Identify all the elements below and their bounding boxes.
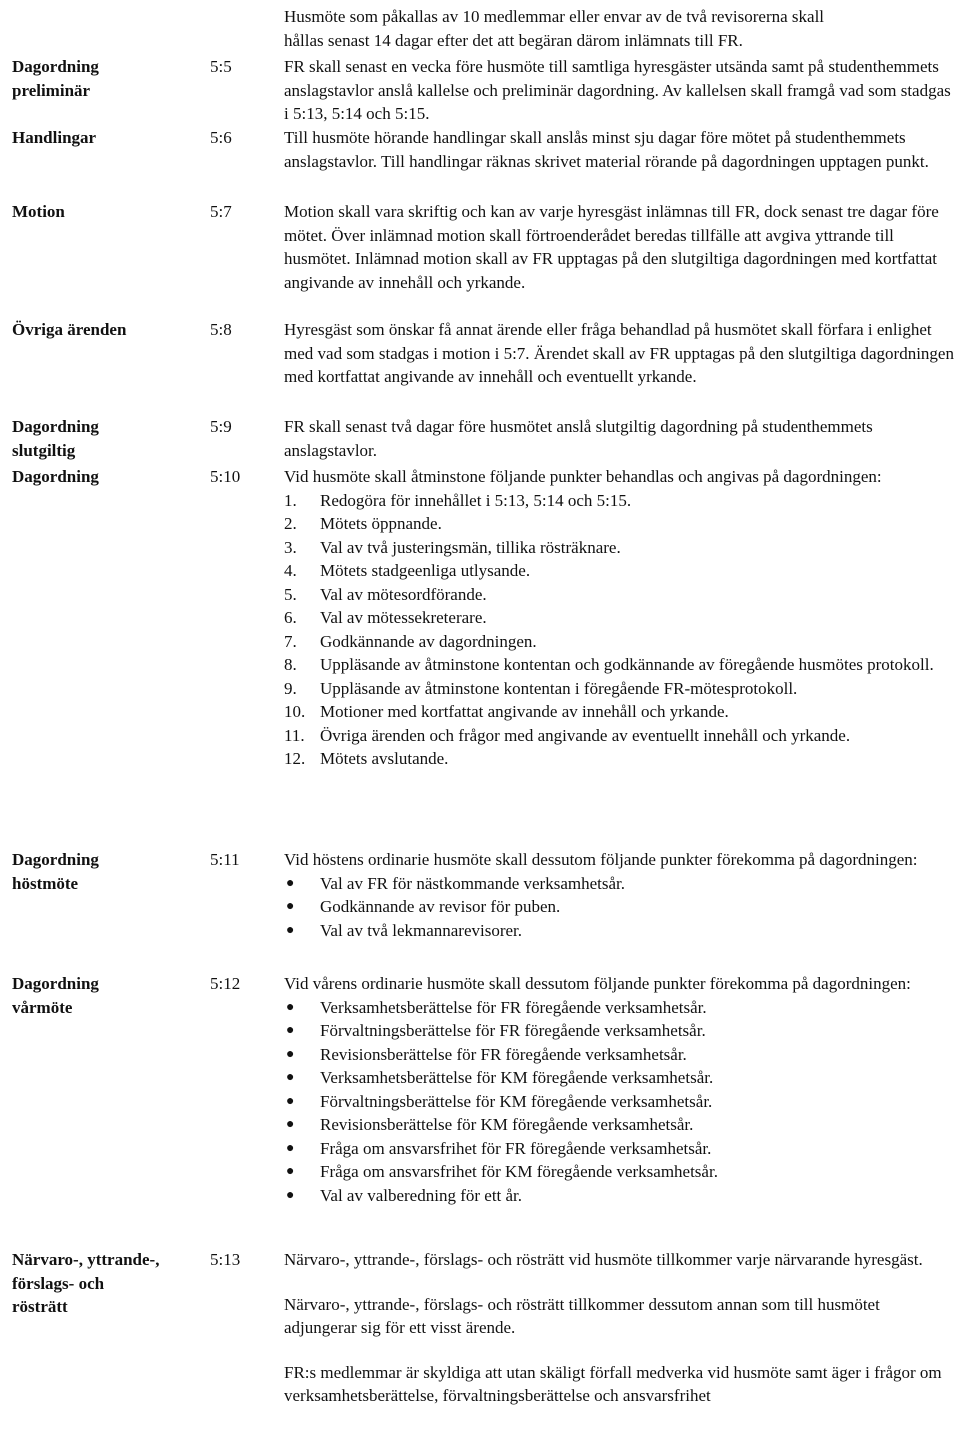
section-heading-line: Motion bbox=[12, 202, 65, 221]
section-heading-line: höstmöte bbox=[12, 873, 79, 893]
list-item-text: Fråga om ansvarsfrihet för KM föregående verksamhetsår. bbox=[320, 1162, 718, 1181]
bullet-icon: ● bbox=[286, 1093, 295, 1109]
section-body bbox=[284, 415, 956, 462]
section-number: 5:6 bbox=[210, 128, 232, 147]
list-item-text: Förvaltningsberättelse för KM föregående verksamhetsår. bbox=[320, 1091, 713, 1111]
list-item bbox=[284, 559, 956, 583]
list-item bbox=[284, 724, 956, 748]
list-number: 8. bbox=[284, 655, 297, 674]
bullet-icon: ● bbox=[286, 1023, 295, 1038]
section-body bbox=[284, 465, 956, 771]
list-item bbox=[284, 1090, 956, 1114]
list-item-text: Redogöra för innehållet i 5:13, 5:14 och 5:15. bbox=[320, 490, 632, 510]
bullet-icon: ● bbox=[286, 922, 295, 938]
intro-text bbox=[284, 5, 956, 52]
list-item-text: Revisionsberättelse för KM föregående verksamhetsår. bbox=[320, 1115, 694, 1134]
list-item bbox=[284, 1137, 956, 1161]
list-number: 9. bbox=[284, 678, 297, 698]
list-item bbox=[284, 1043, 956, 1067]
bullet-icon: ● bbox=[286, 899, 295, 914]
list-item bbox=[284, 630, 956, 654]
section-heading-line: Dagordning bbox=[12, 57, 99, 76]
list-item-text: Revisionsberättelse för FR föregående verksamhetsår. bbox=[320, 1044, 687, 1064]
section-paragraph: Vid husmöte skall åtminstone följande punkter behandlas och angivas på dagordningen: bbox=[284, 467, 882, 486]
section-heading-line: förslags- och bbox=[12, 1273, 105, 1293]
list-number: 3. bbox=[284, 537, 297, 557]
list-item-text: Val av mötesordförande. bbox=[320, 584, 487, 604]
section-heading bbox=[12, 318, 202, 342]
section-body bbox=[284, 200, 956, 294]
list-item bbox=[284, 653, 956, 677]
section-body bbox=[284, 126, 956, 173]
section-heading bbox=[12, 415, 202, 462]
list-item bbox=[284, 606, 956, 630]
section-paragraph: Vid vårens ordinarie husmöte skall dessutom följande punkter förekomma på dagordningen: bbox=[284, 974, 911, 993]
list-item-text: Val av två lekmannarevisorer. bbox=[320, 920, 523, 940]
list-item-text: Uppläsande av åtminstone kontentan och godkännande av föregående husmötes protokoll. bbox=[320, 655, 934, 674]
list-number: 5. bbox=[284, 584, 297, 604]
bullet-icon: ● bbox=[286, 1070, 295, 1085]
list-item-text: Fråga om ansvarsfrihet för FR föregående verksamhetsår. bbox=[320, 1138, 712, 1158]
list-number: 1. bbox=[284, 490, 297, 510]
list-number: 2. bbox=[284, 514, 297, 533]
section-heading-line: Dagordning bbox=[12, 850, 99, 869]
section-heading bbox=[12, 1248, 202, 1319]
list-item bbox=[284, 1066, 956, 1090]
list-number: 11. bbox=[284, 725, 305, 745]
section-heading bbox=[12, 126, 202, 150]
section-number: 5:7 bbox=[210, 202, 232, 221]
section-body bbox=[284, 55, 956, 126]
list-item-text: Uppläsande av åtminstone kontentan i föregående FR-mötesprotokoll. bbox=[320, 678, 798, 698]
list-item-text: Mötets stadgeenliga utlysande. bbox=[320, 561, 531, 580]
list-item-text: Godkännande av revisor för puben. bbox=[320, 897, 561, 916]
list-number: 6. bbox=[284, 608, 297, 627]
section-heading bbox=[12, 465, 202, 489]
list-item bbox=[284, 583, 956, 607]
section-number: 5:9 bbox=[210, 417, 232, 436]
bullet-icon: ● bbox=[286, 875, 295, 891]
bullet-icon: ● bbox=[286, 1164, 295, 1179]
list-item bbox=[284, 872, 956, 896]
list-item bbox=[284, 895, 956, 919]
list-number: 12. bbox=[284, 749, 306, 768]
section-heading-line: slutgiltig bbox=[12, 440, 76, 460]
list-item bbox=[284, 1184, 956, 1208]
intro-line: hållas senast 14 dagar efter det att begäran därom inlämnats till FR. bbox=[284, 30, 743, 50]
section-paragraph: Hyresgäst som önskar få annat ärende eller fråga behandlad på husmötet skall förfara i enlighet med vad som stadgas i motion i 5:7. Ärendet skall av FR upptagas på den slutgiltiga dagordningen med kortfattat angivande av innehåll och eventuellt yrkande. bbox=[284, 320, 954, 386]
section-heading-line: vårmöte bbox=[12, 997, 73, 1017]
section-heading-line: rösträtt bbox=[12, 1297, 68, 1316]
list-item-text: Val av FR för nästkommande verksamhetsår. bbox=[320, 873, 625, 893]
list-item bbox=[284, 996, 956, 1020]
list-number: 7. bbox=[284, 631, 297, 651]
section-heading bbox=[12, 200, 202, 224]
section-heading-line: preliminär bbox=[12, 80, 91, 100]
section-body bbox=[284, 1248, 956, 1408]
list-item-text: Mötets öppnande. bbox=[320, 514, 442, 533]
list-item bbox=[284, 747, 956, 771]
section-paragraph: FR:s medlemmar är skyldiga att utan skäligt förfall medverka vid husmöte samt äger i frågor om verksamhetsberättelse, förvaltningsberättelse och ansvarsfrihet bbox=[284, 1362, 942, 1405]
section-heading-line: Dagordning bbox=[12, 467, 99, 486]
bullet-icon: ● bbox=[286, 1117, 295, 1132]
list-item-text: Verksamhetsberättelse för FR föregående verksamhetsår. bbox=[320, 997, 707, 1017]
section-number: 5:13 bbox=[210, 1250, 241, 1269]
list-item bbox=[284, 919, 956, 943]
section-heading-line: Handlingar bbox=[12, 128, 97, 147]
bullet-icon: ● bbox=[286, 1187, 295, 1203]
list-item-text: Övriga ärenden och frågor med angivande av eventuellt innehåll och yrkande. bbox=[320, 725, 851, 745]
section-paragraph: FR skall senast två dagar före husmötet anslå slutgiltig dagordning på studenthemmets anslagstavlor. bbox=[284, 417, 873, 460]
list-item-text: Godkännande av dagordningen. bbox=[320, 631, 537, 651]
section-paragraph: Motion skall vara skriftig och kan av varje hyresgäst inlämnas till FR, dock senast tre dagar före mötet. Över inlämnad motion skall förtroenderådet beredas tillfälle att avgiva yttrande till husmötet. Inlämnad motion skall av FR upptagas på den slutgiltiga dagordningen med kortfattat angivande av innehåll och yrkande. bbox=[284, 202, 939, 292]
list-item-text: Val av mötessekreterare. bbox=[320, 608, 487, 627]
bullet-icon: ● bbox=[286, 999, 295, 1015]
section-paragraph: Närvaro-, yttrande-, förslags- och rösträtt tillkommer dessutom annan som till husmötet adjungerar sig för ett visst ärende. bbox=[284, 1294, 880, 1337]
section-paragraph: Närvaro-, yttrande-, förslags- och rösträtt vid husmöte tillkommer varje närvarande hyresgäst. bbox=[284, 1250, 923, 1269]
list-item bbox=[284, 1160, 956, 1184]
list-item bbox=[284, 536, 956, 560]
section-heading-line: Dagordning bbox=[12, 417, 99, 436]
section-number: 5:11 bbox=[210, 850, 240, 869]
section-body bbox=[284, 972, 956, 1207]
list-item-text: Mötets avslutande. bbox=[320, 749, 449, 768]
intro-line: Husmöte som påkallas av 10 medlemmar eller envar av de två revisorerna skall bbox=[284, 7, 825, 26]
list-item-text: Val av två justeringsmän, tillika rösträknare. bbox=[320, 537, 621, 557]
bullet-list bbox=[284, 996, 956, 1208]
section-heading bbox=[12, 55, 202, 102]
section-number: 5:5 bbox=[210, 57, 232, 76]
section-heading bbox=[12, 972, 202, 1019]
section-heading-line: Närvaro-, yttrande-, bbox=[12, 1250, 160, 1269]
section-paragraph: FR skall senast en vecka före husmöte till samtliga hyresgäster utsända samt på studenthemmets anslagstavlor anslå kallelse och preliminär dagordning. Av kallelsen skall framgå vad som stadgas i 5:13, 5:14 och 5:15. bbox=[284, 57, 951, 123]
bullet-icon: ● bbox=[286, 1140, 295, 1156]
list-item bbox=[284, 677, 956, 701]
list-number: 10. bbox=[284, 702, 306, 721]
list-item-text: Motioner med kortfattat angivande av innehåll och yrkande. bbox=[320, 702, 729, 721]
list-item bbox=[284, 489, 956, 513]
section-heading-line: Övriga ärenden bbox=[12, 320, 127, 339]
list-item bbox=[284, 700, 956, 724]
section-body bbox=[284, 848, 956, 942]
section-body bbox=[284, 318, 956, 389]
section-paragraph: Till husmöte hörande handlingar skall anslås minst sju dagar före mötet på studenthemmets anslagstavlor. Till handlingar räknas skrivet material rörande på dagordningen upptagen punkt. bbox=[284, 128, 929, 171]
list-item-text: Förvaltningsberättelse för FR föregående verksamhetsår. bbox=[320, 1021, 706, 1040]
section-number: 5:8 bbox=[210, 320, 232, 339]
list-item-text: Val av valberedning för ett år. bbox=[320, 1185, 523, 1205]
section-heading bbox=[12, 848, 202, 895]
section-number: 5:10 bbox=[210, 467, 241, 486]
list-item bbox=[284, 1019, 956, 1043]
bullet-icon: ● bbox=[286, 1046, 295, 1062]
list-item-text: Verksamhetsberättelse för KM föregående verksamhetsår. bbox=[320, 1068, 714, 1087]
section-number: 5:12 bbox=[210, 974, 241, 993]
list-number: 4. bbox=[284, 561, 297, 580]
numbered-list bbox=[284, 489, 956, 771]
list-item bbox=[284, 1113, 956, 1137]
list-item bbox=[284, 512, 956, 536]
bullet-list bbox=[284, 872, 956, 943]
section-heading-line: Dagordning bbox=[12, 974, 99, 993]
section-paragraph: Vid höstens ordinarie husmöte skall dessutom följande punkter förekomma på dagordningen: bbox=[284, 850, 918, 869]
